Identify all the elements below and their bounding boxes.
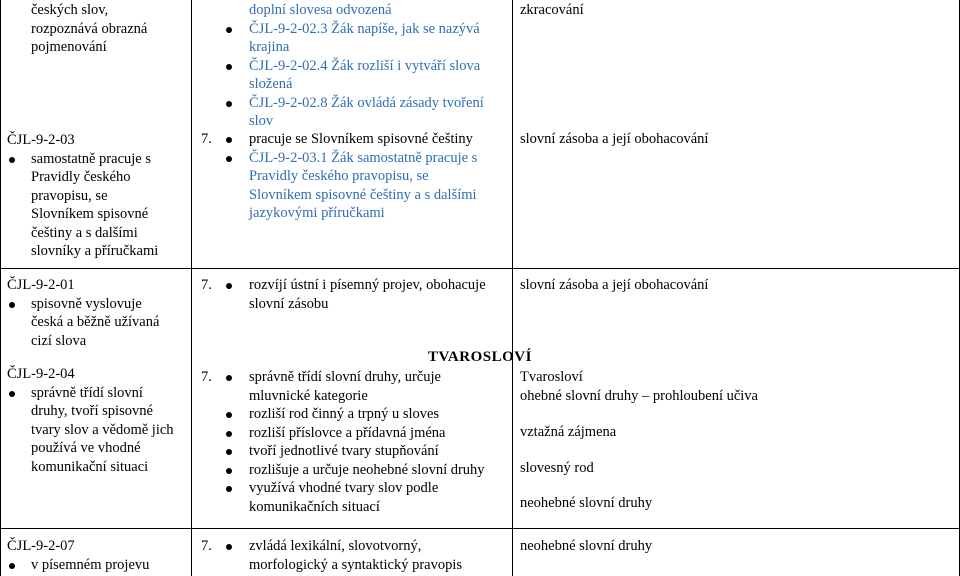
indicator-bullet: rozliší rod činný a trpný u sloves xyxy=(201,405,506,424)
outcome-bullet: samostatně pracuje s xyxy=(7,150,187,169)
text-line: slov xyxy=(249,113,274,129)
mid-r2b-cell xyxy=(201,368,506,516)
indicator-bullet: ČJL-9-2-02.4 Žák rozliší i vytváří slova xyxy=(201,57,506,76)
topic-text: Tvarosloví xyxy=(520,369,583,385)
outcome-code: ČJL-9-2-04 xyxy=(7,366,75,382)
text-line: komunikační situaci xyxy=(31,458,149,475)
outcome-bullet: spisovně vyslovuje xyxy=(7,295,187,314)
left-top-cell xyxy=(7,1,187,57)
indicator-bullet: rozliší příslovce a přídavná jména xyxy=(201,424,506,443)
outcome-bullet: v písemném projevu xyxy=(7,556,187,575)
text-line: Slovníkem spisovné xyxy=(31,206,149,222)
left-r1-cell xyxy=(7,131,187,261)
section-header: TVAROSLOVÍ xyxy=(428,349,532,365)
outcome-code: ČJL-9-2-03 xyxy=(7,132,75,148)
text-line: Slovníkem spisovné češtiny a s dalšími xyxy=(249,186,477,203)
text-line: češtiny a s dalšími xyxy=(31,224,138,241)
mid-r2-cell xyxy=(201,276,506,313)
topic-text: ohebné slovní druhy – prohloubení učiva xyxy=(520,387,758,404)
topic-text: slovní zásoba a její obohacování xyxy=(520,277,709,293)
indicator-bullet: zvládá lexikální, slovotvorný, xyxy=(201,537,506,556)
text-line: Pravidly českého xyxy=(31,169,131,185)
indicator-bullet: pracuje se Slovníkem spisovné češtiny xyxy=(201,130,506,149)
grade-number: 7. xyxy=(201,538,212,554)
table-divider-1 xyxy=(191,0,192,576)
indicator-bullet: ČJL-9-2-02.8 Žák ovládá zásady tvoření xyxy=(201,94,506,113)
row-divider-1 xyxy=(0,268,960,269)
outcome-bullet: správně třídí slovní xyxy=(7,384,187,403)
outcome-code: ČJL-9-2-01 xyxy=(7,277,75,293)
grade-number: 7. xyxy=(201,131,212,147)
indicator-bullet: tvoří jednotlivé tvary stupňování xyxy=(201,442,506,461)
topic-text: slovní zásoba a její obohacování xyxy=(520,131,709,147)
text-line: komunikačních situací xyxy=(249,498,380,515)
mid-r1-cell xyxy=(201,130,506,223)
indicator-bullet: ČJL-9-2-03.1 Žák samostatně pracuje s xyxy=(201,149,506,168)
indicator-bullet: správně třídí slovní druhy, určuje xyxy=(201,368,506,387)
mid-r3-cell xyxy=(201,537,506,574)
topic-text: zkracování xyxy=(520,2,584,18)
outcome-code: ČJL-9-2-07 xyxy=(7,538,75,554)
row-divider-2 xyxy=(0,528,960,529)
text-line: morfologický a syntaktický pravopis xyxy=(249,556,463,573)
text-line: používá ve vhodné xyxy=(31,440,141,456)
left-r2-cell xyxy=(7,276,187,476)
topic-text: slovesný rod xyxy=(520,459,594,476)
indicator-bullet: rozlišuje a určuje neohebné slovní druhy xyxy=(201,461,506,480)
text-line: rozpoznává obrazná xyxy=(31,20,148,37)
mid-top-cell xyxy=(201,1,506,131)
text-line: druhy, tvoří spisovné xyxy=(31,403,153,419)
topic-text: vztažná zájmena xyxy=(520,424,617,440)
text-line: českých slov, xyxy=(31,2,109,18)
text-line: česká a běžně užívaná xyxy=(31,314,160,330)
topic-text: neohebné slovní druhy xyxy=(520,495,653,511)
indicator-bullet: ČJL-9-2-02.3 Žák napíše, jak se nazývá xyxy=(201,20,506,39)
text-line: tvary slov a vědomě jich xyxy=(31,421,174,438)
table-border-left xyxy=(0,0,1,576)
text-line: slovníky a příručkami xyxy=(31,243,159,259)
right-r2b-cell xyxy=(520,368,950,513)
text-line: pravopisu, se xyxy=(31,187,108,204)
indicator-bullet: rozvíjí ústní i písemný projev, obohacuje xyxy=(201,276,506,295)
text-line: pojmenování xyxy=(31,39,107,55)
text-line: jazykovými příručkami xyxy=(249,205,385,221)
text-line: krajina xyxy=(249,39,290,55)
indicator-bullet: využívá vhodné tvary slov podle xyxy=(201,479,506,498)
text-line: slovní zásobu xyxy=(249,295,329,312)
text-line: doplní slovesa odvozená xyxy=(249,2,392,18)
left-r3-cell xyxy=(7,537,187,574)
text-line: Pravidly českého pravopisu, se xyxy=(249,168,429,184)
text-line: mluvnické kategorie xyxy=(249,387,368,404)
grade-number: 7. xyxy=(201,369,212,385)
topic-text: neohebné slovní druhy xyxy=(520,538,653,554)
text-line: cizí slova xyxy=(31,332,87,349)
table-divider-2 xyxy=(512,0,513,576)
grade-number: 7. xyxy=(201,277,212,293)
text-line: složená xyxy=(249,76,293,92)
